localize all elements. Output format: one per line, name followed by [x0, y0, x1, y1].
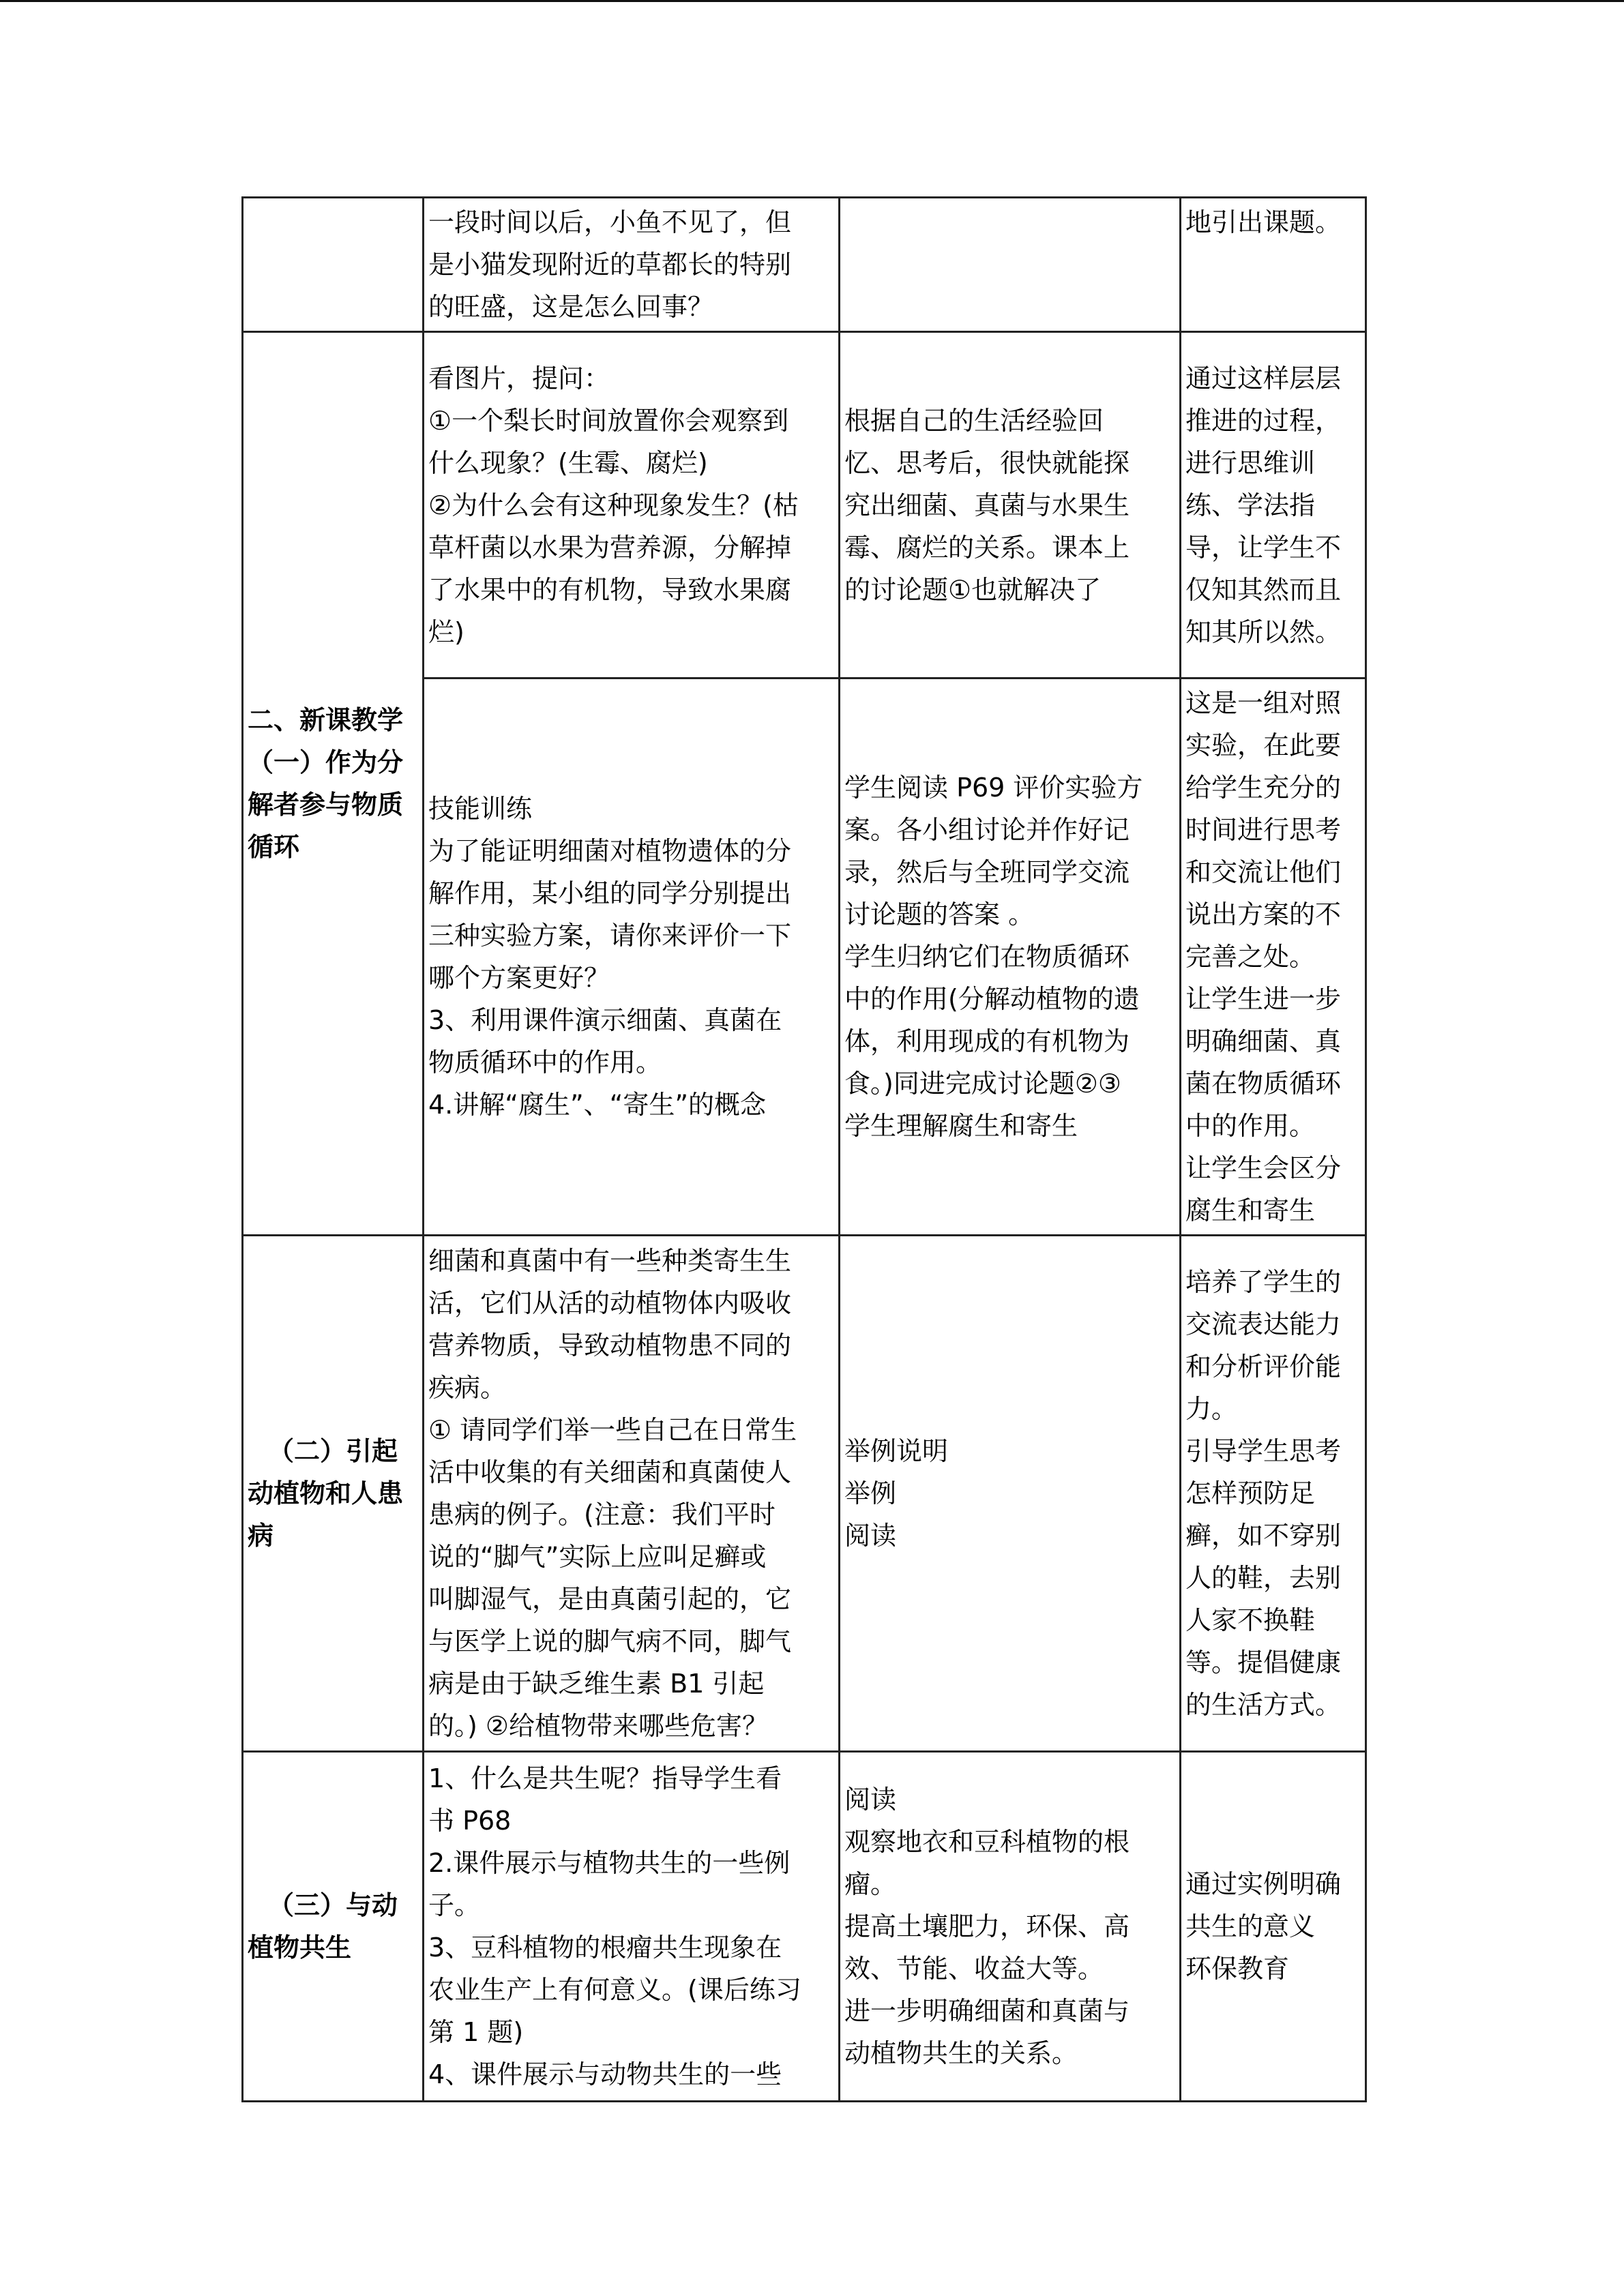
text-line: 环保教育	[1185, 1954, 1290, 1984]
text-line: 烂)	[428, 616, 464, 647]
text-line: 提高土壤肥力，环保、高	[844, 1911, 1130, 1941]
text-line: 1、什么是共生呢？指导学生看	[428, 1763, 782, 1793]
text-line: 为了能证明细菌对植物遗体的分	[428, 836, 792, 866]
design-intent-cell	[1181, 1752, 1366, 2102]
text-line: 说的“脚气”实际上应叫足癣或	[428, 1542, 767, 1572]
student-activity-cell	[840, 198, 1181, 332]
text-line: 病是由于缺乏维生素 B1 引起	[428, 1669, 765, 1699]
design-intent-cell	[1181, 679, 1366, 1236]
text-line: 共生的意义	[1185, 1911, 1316, 1941]
text-line: 中的作用(分解动植物的遗	[844, 984, 1140, 1014]
text-line: 推进的过程，	[1185, 405, 1342, 436]
text-line: 食。)同进完成讨论题②③	[844, 1069, 1121, 1099]
design-intent-cell	[1181, 198, 1366, 332]
text-line: 这是一组对照	[1185, 688, 1342, 718]
text-line: 学生阅读 P69 评价实验方	[844, 773, 1143, 803]
stage-cell	[243, 1752, 424, 2102]
text-line: 讨论题的答案 。	[844, 899, 1035, 929]
text-line: 阅读	[844, 1521, 897, 1551]
text-line: 忆、思考后，很快就能探	[844, 447, 1130, 478]
text-line: 是小猫发现附近的草都长的特别	[428, 250, 792, 280]
text-line: 案。各小组讨论并作好记	[844, 815, 1130, 845]
text-line: 录，然后与全班同学交流	[844, 857, 1130, 887]
text-line: 知其所以然。	[1185, 616, 1342, 647]
stage-title-line: 解者参与物质	[248, 790, 404, 820]
text-line: 的生活方式。	[1185, 1690, 1342, 1720]
text-line: 了水果中的有机物，导致水果腐	[428, 574, 792, 605]
text-line: 通过这样层层	[1185, 363, 1342, 393]
text-line: 人家不换鞋	[1185, 1605, 1316, 1635]
text-line: 和交流让他们	[1185, 857, 1342, 887]
text-line: 人的鞋，去别	[1185, 1563, 1342, 1593]
text-line: 患病的例子。(注意：我们平时	[428, 1500, 776, 1530]
text-line: 仅知其然而且	[1185, 574, 1342, 605]
table-row	[243, 1236, 1366, 1752]
text-line: ① 请同学们举一些自己在日常生	[428, 1415, 797, 1445]
table-row	[243, 1752, 1366, 2102]
text-line: 三种实验方案，请你来评价一下	[428, 921, 792, 951]
stage-title-line: 病	[248, 1521, 274, 1551]
text-line: 4.讲解“腐生”、“寄生”的概念	[428, 1090, 767, 1120]
text-line: 活中收集的有关细菌和真菌使人	[428, 1457, 792, 1487]
table-row	[243, 198, 1366, 332]
text-line: 说出方案的不	[1185, 899, 1342, 929]
text-line: 菌在物质循环	[1185, 1069, 1342, 1099]
text-line: 导，让学生不	[1185, 532, 1342, 563]
text-line: 学生理解腐生和寄生	[844, 1111, 1078, 1141]
text-line: 2.课件展示与植物共生的一些例	[428, 1848, 791, 1878]
text-line: 效、节能、收益大等。	[844, 1954, 1104, 1984]
text-line: 通过实例明确	[1185, 1869, 1342, 1899]
design-intent-cell	[1181, 1236, 1366, 1752]
text-line: 营养物质，导致动植物患不同的	[428, 1330, 792, 1360]
text-line: 地引出课题。	[1185, 207, 1342, 237]
stage-title-line: （一）作为分	[248, 747, 404, 777]
text-line: 活，它们从活的动植物体内吸收	[428, 1288, 792, 1318]
text-line: 4、课件展示与动物共生的一些	[428, 2059, 782, 2089]
text-line: 瘤。	[844, 1869, 897, 1899]
text-line: 体，利用现成的有机物为	[844, 1026, 1130, 1056]
text-line: 细菌和真菌中有一些种类寄生生	[428, 1246, 792, 1276]
text-line: 交流表达能力	[1185, 1309, 1342, 1339]
text-line: 和分析评价能	[1185, 1352, 1342, 1382]
text-line: 中的作用。	[1185, 1111, 1316, 1141]
student-activity-cell	[840, 1752, 1181, 2102]
text-line: 学生归纳它们在物质循环	[844, 942, 1130, 972]
text-line: 草杆菌以水果为营养源，分解掉	[428, 532, 792, 563]
lesson-plan-table	[241, 196, 1367, 2102]
student-activity-cell	[840, 679, 1181, 1236]
text-line: 3、豆科植物的根瘤共生现象在	[428, 1933, 782, 1963]
text-line: 的讨论题①也就解决了	[844, 574, 1102, 605]
text-line: 疾病。	[428, 1373, 507, 1403]
text-line: ①一个梨长时间放置你会观察到	[428, 405, 789, 436]
teacher-activity-cell	[424, 198, 840, 332]
text-line: 完善之处。	[1185, 942, 1316, 972]
text-line: 给学生充分的	[1185, 773, 1342, 803]
text-line: 技能训练	[428, 794, 533, 824]
text-line: 观察地衣和豆科植物的根	[844, 1827, 1130, 1857]
text-line: 举例	[844, 1478, 897, 1508]
text-line: 举例说明	[844, 1436, 949, 1466]
text-line: ②为什么会有这种现象发生？(枯	[428, 490, 799, 520]
text-line: 进一步明确细菌和真菌与	[844, 1996, 1130, 2026]
table-row	[243, 332, 1366, 679]
text-line: 物质循环中的作用。	[428, 1047, 662, 1077]
text-line: 等。提倡健康	[1185, 1648, 1342, 1678]
text-line: 腐生和寄生	[1185, 1195, 1316, 1225]
teacher-activity-cell	[424, 679, 840, 1236]
student-activity-cell	[840, 332, 1181, 679]
teacher-activity-cell	[424, 1236, 840, 1752]
text-line: 引导学生思考	[1185, 1436, 1342, 1466]
text-line: 的。) ②给植物带来哪些危害？	[428, 1711, 768, 1741]
text-line: 练、学法指	[1185, 490, 1316, 520]
text-line: 第 1 题)	[428, 2017, 524, 2047]
text-line: 根据自己的生活经验回	[844, 405, 1104, 436]
text-line: 让学生会区分	[1185, 1153, 1342, 1183]
text-line: 与医学上说的脚气病不同，脚气	[428, 1626, 792, 1656]
stage-title-line: （二）引起	[267, 1436, 398, 1466]
stage-title-line: 二、新课教学	[248, 705, 404, 735]
text-line: 时间进行思考	[1185, 815, 1342, 845]
text-line: 明确细菌、真	[1185, 1026, 1342, 1056]
text-line: 究出细菌、真菌与水果生	[844, 490, 1130, 520]
text-line: 农业生产上有何意义。(课后练习	[428, 1975, 801, 2005]
text-line: 进行思维训	[1185, 447, 1316, 478]
text-line: 看图片，提问：	[428, 363, 610, 393]
text-line: 什么现象？(生霉、腐烂)	[428, 447, 708, 478]
design-intent-cell	[1181, 332, 1366, 679]
stage-cell	[243, 1236, 424, 1752]
student-activity-cell	[840, 1236, 1181, 1752]
text-line: 解作用，某小组的同学分别提出	[428, 878, 792, 908]
text-line: 怎样预防足	[1185, 1478, 1316, 1508]
text-line: 3、利用课件演示细菌、真菌在	[428, 1005, 782, 1035]
stage-title-line: 循环	[248, 832, 300, 862]
text-line: 阅读	[844, 1785, 897, 1815]
text-line: 一段时间以后，小鱼不见了，但	[428, 207, 792, 237]
text-line: 哪个方案更好？	[428, 963, 610, 993]
teacher-activity-cell	[424, 332, 840, 679]
text-line: 动植物共生的关系。	[844, 2038, 1078, 2068]
text-line: 力。	[1185, 1394, 1238, 1424]
stage-title-line: 植物共生	[248, 1933, 352, 1963]
text-line: 书 P68	[428, 1806, 512, 1836]
teacher-activity-cell	[424, 1752, 840, 2102]
stage-cell	[243, 198, 424, 332]
text-line: 让学生进一步	[1185, 984, 1342, 1014]
text-line: 实验，在此要	[1185, 730, 1342, 760]
stage-cell	[243, 332, 424, 1236]
stage-title-line: 动植物和人患	[248, 1478, 404, 1508]
text-line: 的旺盛，这是怎么回事？	[428, 292, 714, 322]
text-line: 子。	[428, 1890, 481, 1920]
page-top-rule	[0, 0, 1624, 2]
text-line: 叫脚湿气，是由真菌引起的，它	[428, 1584, 792, 1614]
text-line: 癣，如不穿别	[1185, 1521, 1342, 1551]
text-line: 培养了学生的	[1185, 1267, 1342, 1297]
text-line: 霉、腐烂的关系。课本上	[844, 532, 1130, 563]
stage-title-line: （三）与动	[267, 1890, 398, 1920]
